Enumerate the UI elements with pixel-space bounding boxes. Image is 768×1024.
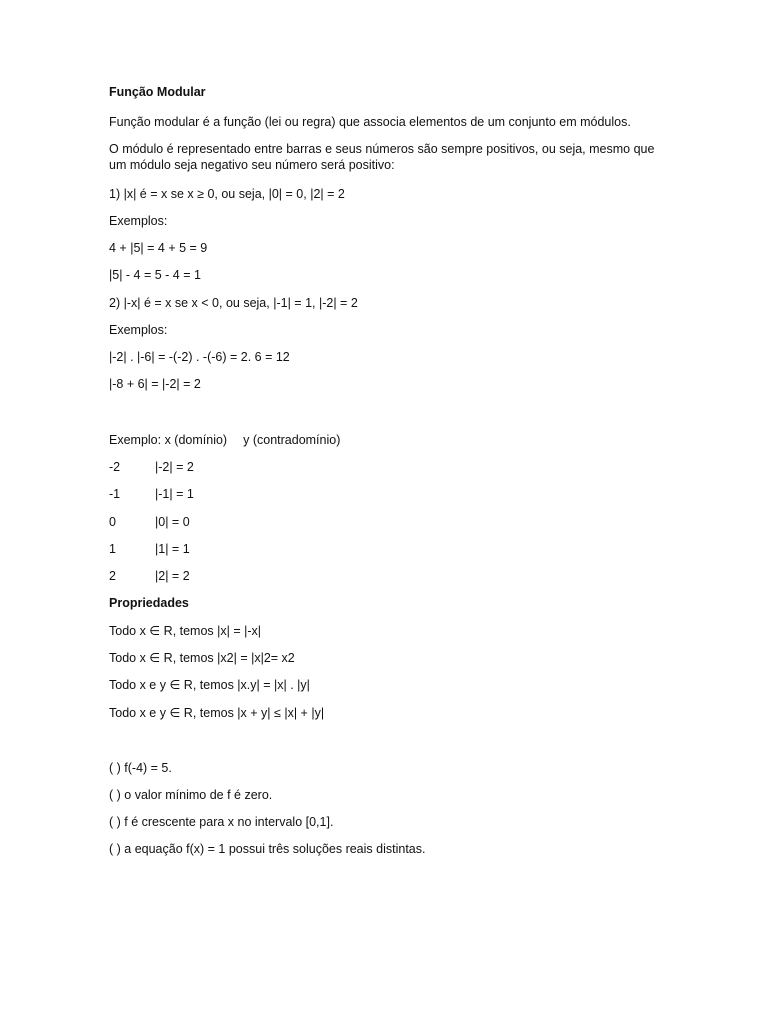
table-header-x: Exemplo: x (domínio) — [109, 433, 228, 447]
statement-item: ( ) o valor mínimo de f é zero. — [109, 788, 273, 802]
example-1a: 4 + |5| = 4 + 5 = 9 — [109, 241, 208, 255]
table-row — [109, 568, 190, 584]
table-row — [109, 541, 190, 557]
table-cell-y: |-1| = 1 — [155, 487, 194, 501]
intro-text: Função modular é a função (lei ou regra) que associa elementos de um conjunto em módulos. — [109, 115, 631, 129]
statement-item: ( ) a equação f(x) = 1 possui três soluções reais distintas. — [109, 842, 426, 856]
table-cell-x: -1 — [109, 487, 121, 501]
table-cell-x: 2 — [109, 569, 116, 583]
table-row — [109, 459, 194, 475]
statement-item: ( ) f(-4) = 5. — [109, 761, 172, 775]
example-2b: |-8 + 6| = |-2| = 2 — [109, 377, 201, 391]
examples-label-2: Exemplos: — [109, 323, 168, 337]
property-item: Todo x e y ∈ R, temos |x.y| = |x| . |y| — [109, 678, 310, 692]
property-item: Todo x ∈ R, temos |x2| = |x|2= x2 — [109, 651, 295, 665]
rule-2: 2) |-x| é = x se x < 0, ou seja, |-1| = 1, |-2| = 2 — [109, 296, 358, 310]
statement-item: ( ) f é crescente para x no intervalo [0,1]. — [109, 815, 334, 829]
definition-text: O módulo é representado entre barras e seus números são sempre positivos, ou seja, mesmo que um módulo seja negativo seu número será positivo: — [109, 142, 655, 172]
table-header-y: y (contradomínio) — [243, 433, 341, 447]
table-row — [109, 486, 194, 502]
example-2a: |-2| . |-6| = -(-2) . -(-6) = 2. 6 = 12 — [109, 350, 290, 364]
table-cell-x: -2 — [109, 460, 121, 474]
table-cell-y: |-2| = 2 — [155, 460, 194, 474]
rule-1: 1) |x| é = x se x ≥ 0, ou seja, |0| = 0, |2| = 2 — [109, 187, 345, 201]
example-1b: |5| - 4 = 5 - 4 = 1 — [109, 268, 201, 282]
property-item: Todo x e y ∈ R, temos |x + y| ≤ |x| + |y| — [109, 706, 325, 720]
properties-title: Propriedades — [109, 596, 189, 610]
table-cell-y: |0| = 0 — [155, 515, 190, 529]
property-item: Todo x ∈ R, temos |x| = |-x| — [109, 624, 262, 638]
table-cell-x: 0 — [109, 515, 116, 529]
document-title: Função Modular — [109, 85, 206, 99]
table-header — [109, 432, 340, 448]
table-row — [109, 514, 190, 530]
table-cell-x: 1 — [109, 542, 116, 556]
examples-label-1: Exemplos: — [109, 214, 168, 228]
table-cell-y: |2| = 2 — [155, 569, 190, 583]
table-cell-y: |1| = 1 — [155, 542, 190, 556]
